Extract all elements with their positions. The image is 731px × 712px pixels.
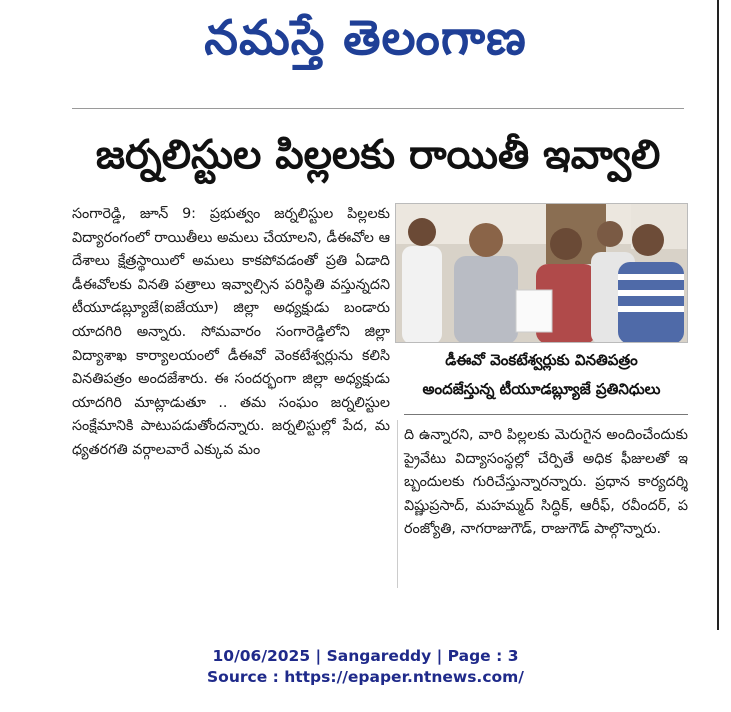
news-photo <box>395 203 688 343</box>
article-column-left <box>72 203 390 589</box>
photo-caption-line2: అందజేస్తున్న టీయూడబ్ల్యూజే ప్రతినిధులు <box>422 380 661 398</box>
article-headline: జర్నలిస్టుల పిల్లలకు రాయితీ ఇవ్వాలి <box>95 132 661 178</box>
newspaper-logo: నమస్తే తెలంగాణ <box>204 10 527 66</box>
photo-illustration <box>396 204 688 343</box>
caption-divider <box>404 414 688 415</box>
masthead-divider <box>72 108 684 109</box>
page-edge-line <box>717 0 719 630</box>
clipping-source: Source : https://epaper.ntnews.com/ <box>207 668 524 686</box>
photo-caption <box>395 346 688 408</box>
clipping-footer <box>0 646 731 688</box>
article-body-right: ది ఉన్నారని, వారి పిల్లలకు మెరుగైన అందించేందుకు ప్రైవేటు విద్యాసంస్థల్లో చేర్పితే అధిక ఫీజులతో ఇబ్బందులకు గురిచేస్తున్నారన్నారు. ప్రధాన కార్యదర్శి విష్ణుప్రసాద్, మహమ్మద్ సిద్ధిక్, ఆరీఫ్, రవీందర్, పరంజ్యోతి, నాగరాజుగౌడ్, రాజుగౌడ్ పాల్గొన్నారు. <box>404 427 688 538</box>
article-body-left: సంగారెడ్డి, జూన్ 9: ప్రభుత్వం జర్నలిస్టుల పిల్లలకు విద్యారంగంలో రాయితీలు అమలు చేయాలని, డీఈవోల ఆదేశాలు క్షేత్రస్థాయిలో అమలు కాకపోవడంతో ప్రతి ఏడాది డీఈవోలకు వినతి పత్రాలు ఇవ్వాల్సిన పరిస్థితి వస్తున్నదని టీయూడబ్ల్యూజే(ఐజేయూ) జిల్లా అధ్యక్షుడు బండారు యాదగిరి అన్నారు. సోమవారం సంగారెడ్డిలోని జిల్లా విద్యాశాఖ కార్యాలయంలో డీఈవో వెంకటేశ్వర్లును కలిసి వినతిపత్రం అందజేశారు. ఈ సందర్భంగా జిల్లా అధ్యక్షుడు యాదగిరి మాట్లాడుతూ .. తమ సంఘం జర్నలిస్టుల సంక్షేమానికి పాటుపడుతోందన్నారు. జర్నలిస్టుల్లో పేద, మధ్యతరగతి వర్గాలవారే ఎక్కువ మం <box>72 206 390 458</box>
article-column-right <box>404 424 688 589</box>
clipping-meta: 10/06/2025 | Sangareddy | Page : 3 <box>212 647 519 665</box>
photo-caption-line1: డీఈవో వెంకటేశ్వర్లుకు వినతిపత్రం <box>445 351 638 369</box>
masthead <box>0 2 731 80</box>
column-divider <box>397 420 398 588</box>
